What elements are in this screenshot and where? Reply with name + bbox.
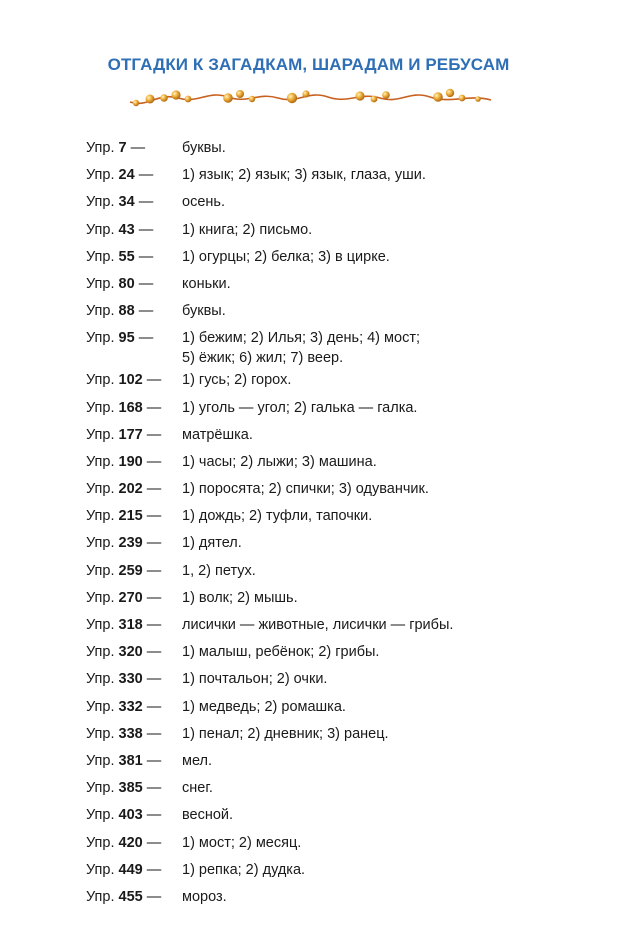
answer-text: [182, 887, 566, 907]
answer-line: мороз.: [182, 888, 227, 905]
answer-line: 1) уголь — угол; 2) галька — галка.: [182, 399, 418, 416]
exercise-number: 403: [118, 807, 143, 824]
exercise-number: 338: [118, 725, 143, 742]
exercise-number: 420: [118, 834, 143, 851]
exercise-dash: —: [142, 508, 162, 525]
list-item: [86, 368, 566, 395]
exercise-label: [86, 220, 153, 240]
exercise-label: [86, 425, 161, 445]
exercise-prefix: Упр.: [86, 508, 119, 525]
answer-line: 1) мост; 2) месяц.: [182, 834, 302, 851]
answer-line-continued: 5) ёжик; 6) жил; 7) веер.: [182, 350, 344, 367]
exercise-dash: —: [134, 221, 154, 238]
list-item: [86, 803, 566, 830]
list-item: [86, 667, 566, 694]
exercise-prefix: Упр.: [86, 426, 119, 443]
exercise-number: 215: [118, 508, 143, 525]
exercise-label: [86, 452, 161, 472]
list-item: [86, 749, 566, 776]
list-item: [86, 640, 566, 667]
exercise-prefix: Упр.: [86, 372, 119, 389]
answer-text: [182, 328, 566, 368]
exercise-label: [86, 479, 161, 499]
exercise-number: 34: [118, 194, 135, 211]
list-item: [86, 136, 566, 163]
list-item: [86, 831, 566, 858]
answer-text: [182, 301, 566, 321]
answer-line: 1) дятел.: [182, 535, 242, 552]
answer-line: 1) гусь; 2) горох.: [182, 372, 292, 389]
exercise-label: [86, 247, 153, 267]
list-item: [86, 477, 566, 504]
exercise-label: [86, 642, 161, 662]
exercise-label: [86, 697, 161, 717]
answers-list: [86, 136, 566, 912]
exercise-label: [86, 301, 153, 321]
exercise-label: [86, 887, 161, 907]
beaded-wave-divider-icon: [128, 86, 493, 112]
exercise-prefix: Упр.: [86, 807, 119, 824]
answer-text: [182, 398, 566, 418]
exercise-label: [86, 669, 161, 689]
answer-text: [182, 860, 566, 880]
exercise-number: 385: [118, 780, 143, 797]
exercise-number: 168: [118, 399, 143, 416]
exercise-number: 202: [118, 481, 143, 498]
answer-line: 1) бежим; 2) Илья; 3) день; 4) мост;: [182, 330, 420, 347]
exercise-label: [86, 533, 161, 553]
answer-line: матрёшка.: [182, 426, 253, 443]
exercise-dash: —: [142, 535, 162, 552]
answer-text: [182, 615, 566, 635]
answer-text: [182, 425, 566, 445]
exercise-dash: —: [142, 372, 162, 389]
answer-line: 1) книга; 2) письмо.: [182, 221, 313, 238]
answer-line: 1) поросята; 2) спички; 3) одуванчик.: [182, 481, 429, 498]
exercise-prefix: Упр.: [86, 535, 119, 552]
list-item: [86, 531, 566, 558]
answer-text: [182, 642, 566, 662]
page-title: ОТГАДКИ К ЗАГАДКАМ, ШАРАДАМ И РЕБУСАМ: [107, 55, 510, 74]
answer-text: [182, 833, 566, 853]
exercise-number: 320: [118, 644, 143, 661]
exercise-number: 80: [118, 275, 135, 292]
exercise-prefix: Упр.: [86, 140, 119, 156]
list-item: [86, 218, 566, 245]
exercise-label: [86, 724, 161, 744]
exercise-dash: —: [142, 562, 162, 579]
exercise-prefix: Упр.: [86, 834, 119, 851]
exercise-number: 239: [118, 535, 143, 552]
exercise-label: [86, 833, 161, 853]
exercise-prefix: Упр.: [86, 399, 119, 416]
list-item: [86, 504, 566, 531]
exercise-prefix: Упр.: [86, 617, 119, 633]
exercise-prefix: Упр.: [86, 861, 119, 878]
exercise-number: 88: [118, 303, 135, 320]
list-item: [86, 722, 566, 749]
exercise-number: 259: [118, 562, 143, 579]
exercise-label: [86, 778, 161, 798]
list-item: [86, 885, 566, 912]
exercise-prefix: Упр.: [86, 275, 119, 292]
exercise-prefix: Упр.: [86, 194, 119, 211]
answer-line: 1) язык; 2) язык; 3) язык, глаза, уши.: [182, 167, 426, 184]
exercise-number: 270: [118, 589, 143, 606]
answer-text: [182, 778, 566, 798]
exercise-label: [86, 805, 161, 825]
answer-text: [182, 697, 566, 717]
exercise-dash: —: [142, 617, 162, 633]
exercise-label: [86, 588, 161, 608]
answer-text: [182, 220, 566, 240]
exercise-number: 381: [118, 752, 143, 769]
exercise-number: 95: [118, 330, 135, 347]
exercise-label: [86, 751, 161, 771]
exercise-number: 177: [118, 426, 143, 443]
exercise-label: [86, 165, 153, 185]
answer-text: [182, 724, 566, 744]
list-item: [86, 190, 566, 217]
exercise-dash: —: [142, 725, 162, 742]
answer-text: [182, 805, 566, 825]
exercise-dash: —: [142, 807, 162, 824]
answer-line: 1) малыш, ребёнок; 2) грибы.: [182, 644, 380, 661]
exercise-number: 449: [118, 861, 143, 878]
exercise-prefix: Упр.: [86, 221, 119, 238]
exercise-prefix: Упр.: [86, 481, 119, 498]
exercise-label: [86, 615, 161, 635]
exercise-dash: —: [126, 140, 146, 156]
answer-text: [182, 247, 566, 267]
exercise-number: 318: [118, 617, 143, 633]
exercise-label: [86, 561, 161, 581]
answer-line: осень.: [182, 194, 225, 211]
list-item: [86, 326, 566, 368]
list-item: [86, 613, 566, 640]
exercise-dash: —: [134, 167, 154, 184]
exercise-dash: —: [142, 644, 162, 661]
answer-line: 1) огурцы; 2) белка; 3) в цирке.: [182, 248, 390, 265]
exercise-number: 7: [118, 140, 127, 156]
exercise-number: 330: [118, 671, 143, 688]
answer-line: мел.: [182, 752, 213, 769]
exercise-label: [86, 506, 161, 526]
exercise-label: [86, 860, 161, 880]
answer-text: [182, 506, 566, 526]
list-item: [86, 245, 566, 272]
answer-text: [182, 533, 566, 553]
exercise-prefix: Упр.: [86, 725, 119, 742]
exercise-dash: —: [142, 752, 162, 769]
exercise-prefix: Упр.: [86, 562, 119, 579]
exercise-dash: —: [142, 861, 162, 878]
exercise-prefix: Упр.: [86, 698, 119, 715]
answer-text: [182, 479, 566, 499]
exercise-dash: —: [142, 453, 162, 470]
exercise-prefix: Упр.: [86, 644, 119, 661]
list-item: [86, 586, 566, 613]
list-item: [86, 163, 566, 190]
list-item: [86, 272, 566, 299]
exercise-prefix: Упр.: [86, 780, 119, 797]
list-item: [86, 776, 566, 803]
answer-text: [182, 370, 566, 390]
exercise-prefix: Упр.: [86, 888, 119, 905]
answer-line: 1) часы; 2) лыжи; 3) машина.: [182, 453, 377, 470]
exercise-number: 102: [118, 372, 143, 389]
answer-text: [182, 452, 566, 472]
exercise-dash: —: [134, 248, 154, 265]
exercise-number: 24: [118, 167, 135, 184]
exercise-label: [86, 328, 153, 348]
exercise-label: [86, 370, 161, 390]
exercise-label: [86, 398, 161, 418]
exercise-prefix: Упр.: [86, 248, 119, 265]
answer-line: 1, 2) петух.: [182, 562, 256, 579]
answer-line: 1) почтальон; 2) очки.: [182, 671, 328, 688]
exercise-dash: —: [142, 399, 162, 416]
exercise-number: 43: [118, 221, 135, 238]
exercise-number: 332: [118, 698, 143, 715]
answer-line: снег.: [182, 780, 213, 797]
answer-line: коньки.: [182, 275, 231, 292]
exercise-number: 55: [118, 248, 135, 265]
exercise-dash: —: [142, 426, 162, 443]
answer-text: [182, 192, 566, 212]
answer-line: 1) репка; 2) дудка.: [182, 861, 306, 878]
answer-line: буквы.: [182, 140, 226, 156]
answer-line: 1) пенал; 2) дневник; 3) ранец.: [182, 725, 389, 742]
exercise-label: [86, 138, 145, 158]
exercise-dash: —: [142, 589, 162, 606]
list-item: [86, 423, 566, 450]
answer-text: [182, 274, 566, 294]
list-item: [86, 450, 566, 477]
exercise-dash: —: [134, 275, 154, 292]
exercise-dash: —: [134, 303, 154, 320]
exercise-label: [86, 274, 153, 294]
list-item: [86, 299, 566, 326]
exercise-dash: —: [142, 481, 162, 498]
answer-line: буквы.: [182, 303, 226, 320]
answer-text: [182, 669, 566, 689]
answer-text: [182, 165, 566, 185]
exercise-dash: —: [142, 888, 162, 905]
exercise-dash: —: [142, 834, 162, 851]
answer-line: 1) медведь; 2) ромашка.: [182, 698, 346, 715]
answer-text: [182, 561, 566, 581]
exercise-dash: —: [142, 780, 162, 797]
exercise-dash: —: [134, 194, 154, 211]
answer-text: [182, 138, 566, 158]
answer-line: лисички — животные, лисички — грибы.: [182, 617, 454, 633]
exercise-label: [86, 192, 153, 212]
exercise-number: 455: [118, 888, 143, 905]
list-item: [86, 559, 566, 586]
exercise-dash: —: [142, 671, 162, 688]
exercise-prefix: Упр.: [86, 752, 119, 769]
answer-text: [182, 751, 566, 771]
list-item: [86, 695, 566, 722]
exercise-dash: —: [134, 330, 154, 347]
exercise-prefix: Упр.: [86, 671, 119, 688]
exercise-prefix: Упр.: [86, 453, 119, 470]
exercise-dash: —: [142, 698, 162, 715]
answer-text: [182, 588, 566, 608]
list-item: [86, 396, 566, 423]
answer-line: весной.: [182, 807, 234, 824]
exercise-prefix: Упр.: [86, 330, 119, 347]
exercise-prefix: Упр.: [86, 167, 119, 184]
answer-line: 1) волк; 2) мышь.: [182, 589, 298, 606]
exercise-number: 190: [118, 453, 143, 470]
exercise-prefix: Упр.: [86, 589, 119, 606]
exercise-prefix: Упр.: [86, 303, 119, 320]
list-item: [86, 858, 566, 885]
answer-line: 1) дождь; 2) туфли, тапочки.: [182, 508, 373, 525]
